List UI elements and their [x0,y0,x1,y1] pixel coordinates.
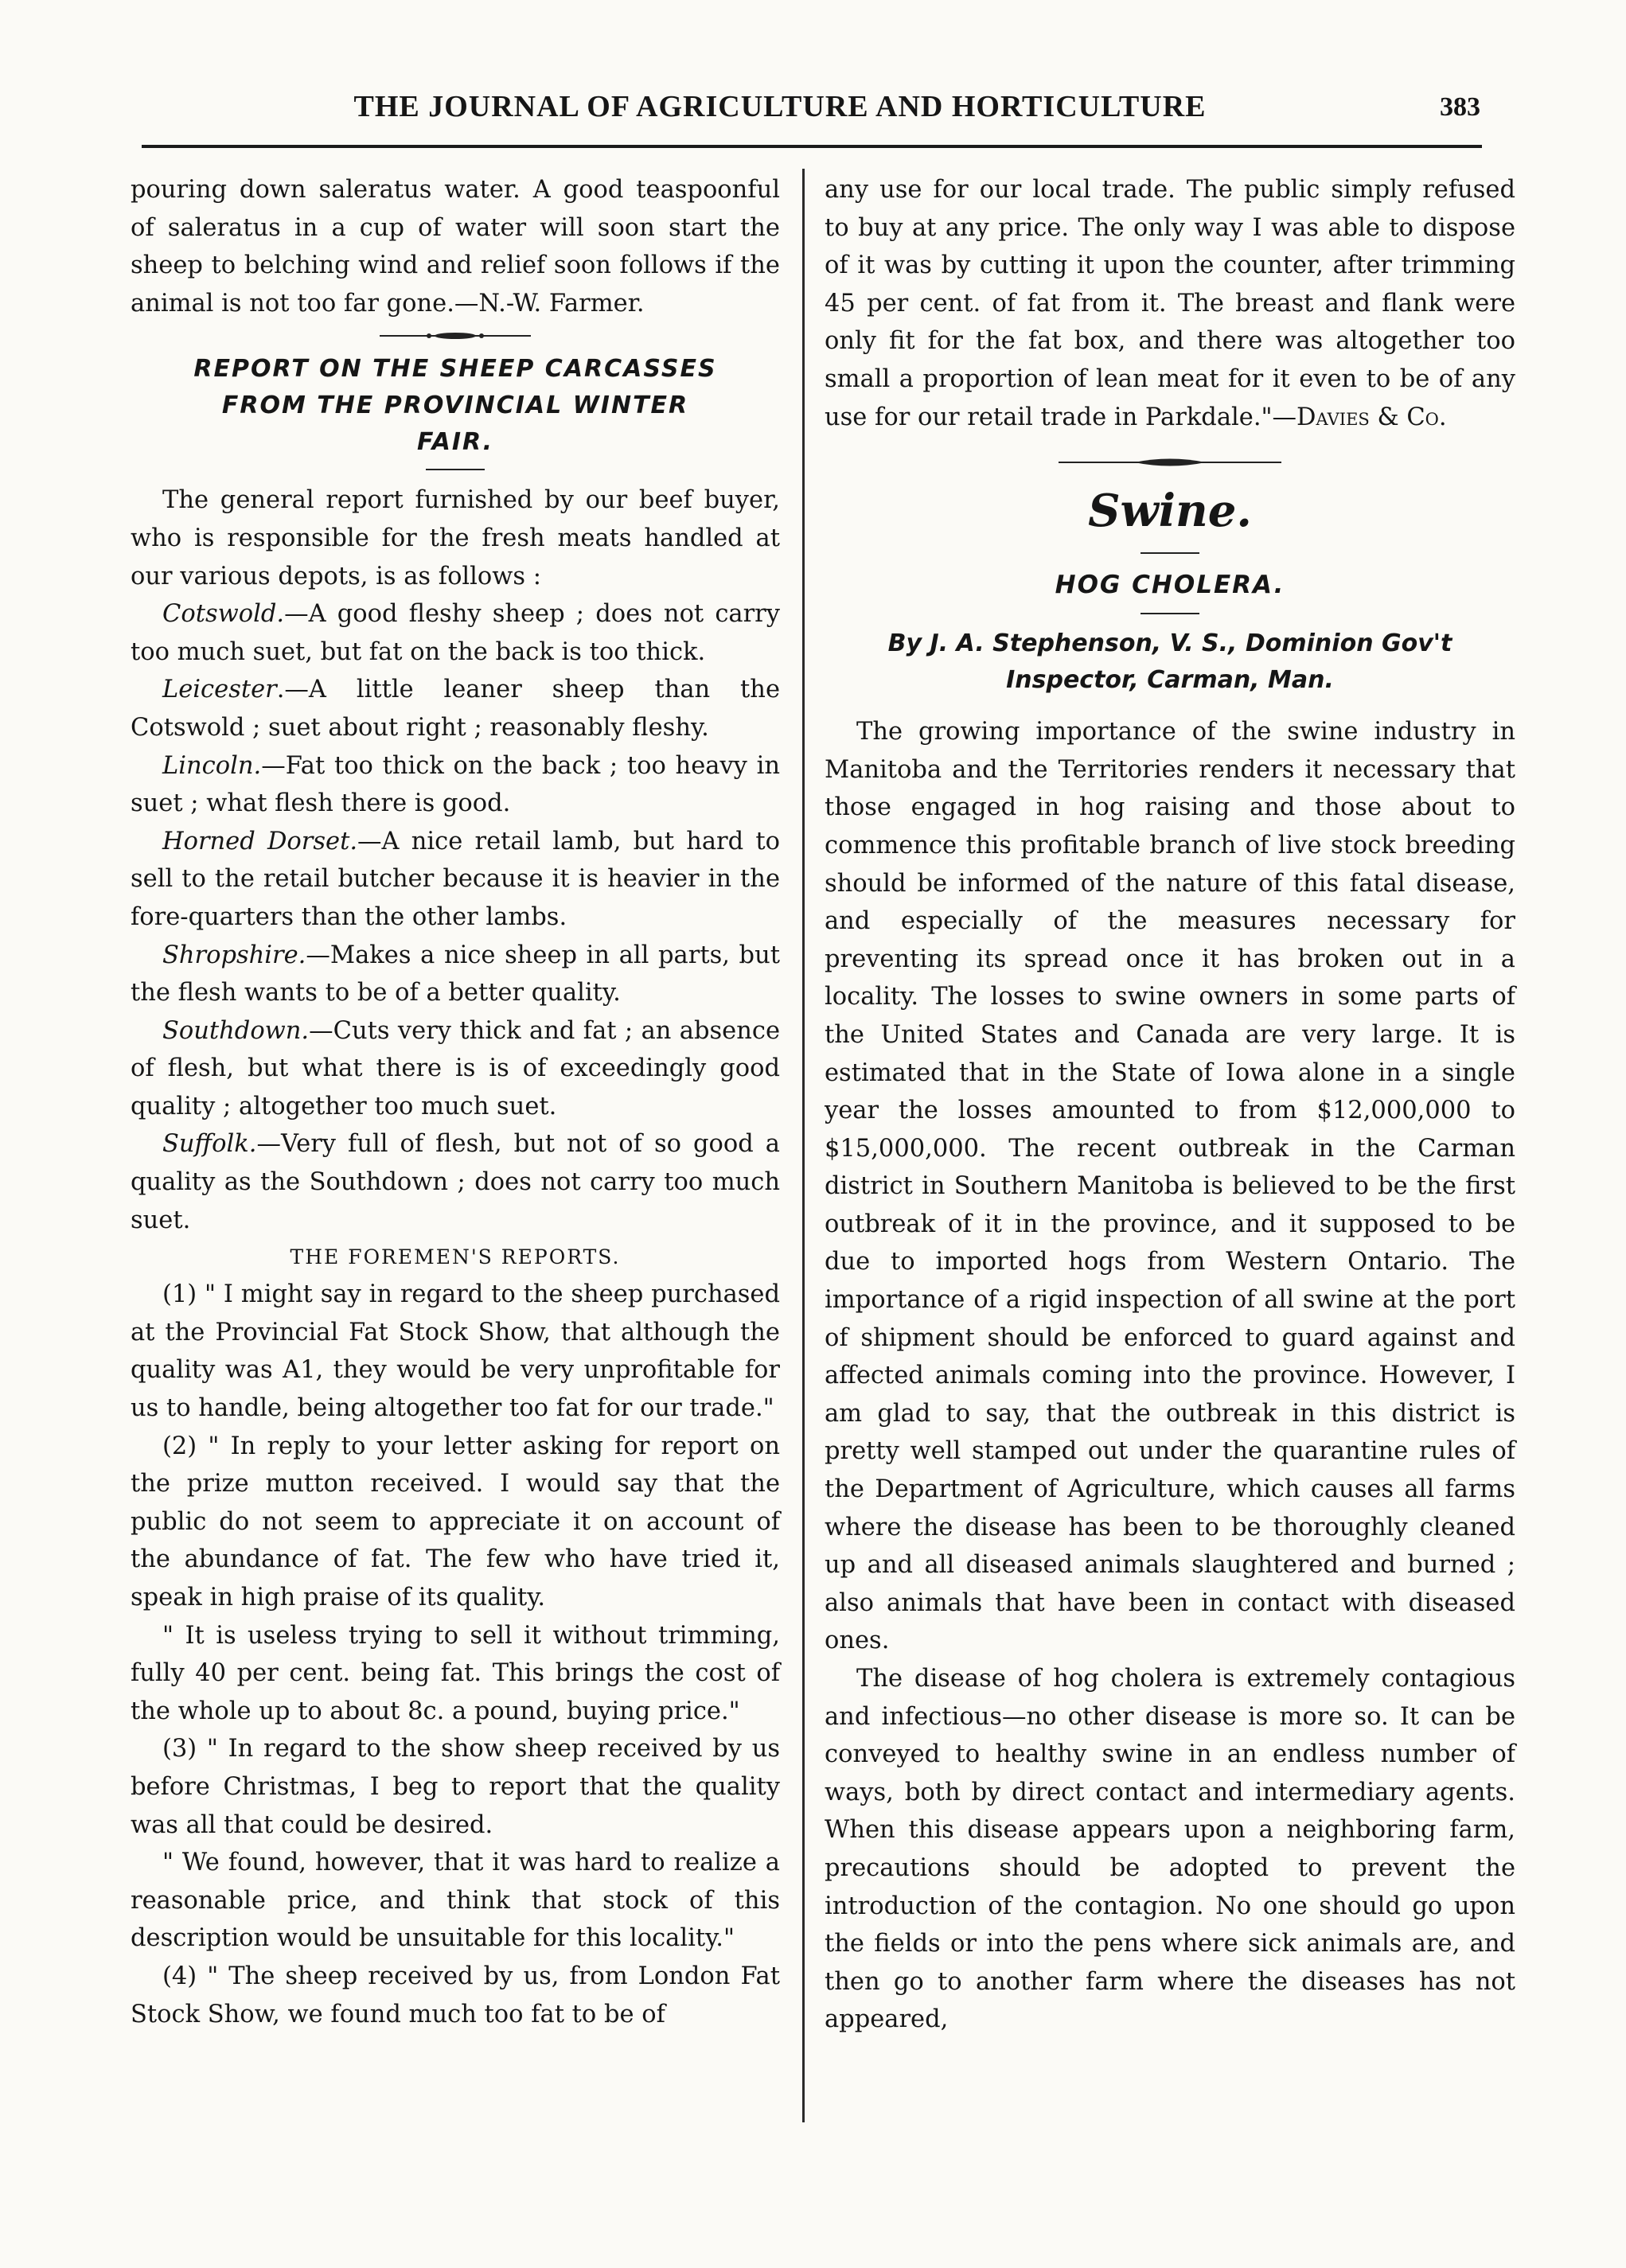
intro-paragraph: pouring down saleratus water. A good teaspoonful of saleratus in a cup of water will soon start the sheep to belching wind and relief soon follows if the animal is not too far gone.—N.-W. Farmer. [131,176,780,318]
ornament-divider [1059,457,1281,468]
byline-line: Inspector, Carman, Man. [1006,666,1334,695]
foremen-reports-heading: THE FOREMEN'S REPORTS. [290,1245,621,1269]
report-3-continued: " We found, however, that it was hard to realize a reasonable price, and think that stock of this description would be unsuitable for this locality." [131,1849,780,1953]
breed-name: Leicester [162,676,277,704]
title-rule [426,469,485,470]
report-4-continued [825,171,1515,436]
header-rule [142,145,1482,148]
sheep-report-title [131,351,780,461]
breed-text: —Very full of flesh, but not of so good a quality as the Southdown ; does not carry too much suet. [131,1130,780,1234]
hog-cholera-title: HOG CHOLERA. [1055,571,1285,600]
hog-cholera-paragraph-2: The disease of hog cholera is extremely contagious and infectious—no other disease is more so. It can be conveyed to healthy swine in an endless number of ways, both by direct contact and intermediary agents. When this disease appears upon a neighboring farm, precautions should be adopted to prevent the introduction of the contagion. No one should go upon the fields or into the pens where sick animals are, and then go to another farm where the diseases has not appeared, [825,1665,1515,2034]
breed-name: Cotswold. [162,600,285,629]
breed-name: Lincoln. [162,751,262,780]
breed-text: —A nice retail lamb, but hard to sell to the retail butcher because it is heavier in the fore-quarters than the other lambs. [131,827,780,931]
report-signature: Davies & Co. [1297,403,1447,431]
page-header [0,0,1626,163]
breed-text: —A good fleshy sheep ; does not carry too much suet, but fat on the back is too thick. [131,600,780,666]
ornament-divider [380,330,531,341]
title-rule [1141,613,1199,614]
section-title-swine: Swine. [1088,485,1252,538]
breed-name: Horned Dorset. [162,827,358,855]
breed-entry [131,937,780,1012]
report-2-continued: " It is useless trying to sell it without trimming, fully 40 per cent. being fat. This brings the cost of the whole up to about 8c. a pound, buying price." [131,1621,780,1725]
report-1: (1) " I might say in regard to the sheep purchased at the Provincial Fat Stock Show, that although the quality was A1, they would be very unprofitable for us to handle, being altogether too fat for our trade." [131,1280,780,1423]
breed-entry [131,1125,780,1239]
breed-entry [131,1012,780,1126]
byline-line: By J. A. Stephenson, V. S., Dominion Gov't [887,629,1452,658]
left-column [131,171,780,2033]
breed-name: Shropshire. [162,941,306,969]
breed-name: Suffolk. [162,1130,257,1159]
general-report-paragraph: The general report furnished by our beef buyer, who is responsible for the fresh meats handled at our various depots, is as follows : [131,486,780,590]
breed-entry [131,671,780,746]
hog-cholera-paragraph-1: The growing importance of the swine industry in Manitoba and the Territories renders it necessary that those engaged in hog raising and those about to commence this profitable branch of live stock breeding should be informed of the nature of this fatal disease, and especially of the measures necessary for preventing its spread once it has broken out in a locality. The losses to swine owners in some parts of the United States and Canada are very large. It is estimated that in the State of Iowa alone in a single year the losses amounted to from $12,000,000 to $15,000,000. The recent outbreak in the Carman district in Southern Manitoba is believed to be the first outbreak of it in the province, and it supposed to be due to imported hogs from Western Ontario. The importance of a rigid inspection of all swine at the port of shipment should be enforced to guard against and affected animals coming into the province. However, I am glad to say, that the outbreak in this district is pretty well stamped out under the quarantine rules of the Department of Agriculture, which causes all farms where the disease has been to be thoroughly cleaned up and all diseased animals slaughtered and burned ; also animals that have been in contact with diseased ones. [825,718,1515,1655]
title-line: FAIR. [416,428,494,457]
journal-title: THE JOURNAL OF AGRICULTURE AND HORTICULTURE [353,90,1207,123]
report-2: (2) " In reply to your letter asking for report on the prize mutton received. I would say that the public do not seem to appreciate it on account of the abundance of fat. The few who have tried it, speak in high praise of its quality. [131,1432,780,1611]
breed-name: Southdown. [162,1016,310,1045]
page-number: 383 [1440,92,1480,122]
breed-text: —Fat too thick on the back ; too heavy in suet ; what flesh there is good. [131,751,780,818]
right-column [825,171,1515,2039]
byline [825,625,1515,699]
breed-text: —Makes a nice sheep in all parts, but the flesh wants to be of a better quality. [131,941,780,1007]
breed-text: —Cuts very thick and fat ; an absence of flesh, but what there is is of exceedingly good quality ; altogether too much suet. [131,1016,780,1120]
column-divider [802,169,805,2122]
title-line: FROM THE PROVINCIAL WINTER [221,392,689,420]
report-4: (4) " The sheep received by us, from London Fat Stock Show, we found much too fat to be of [131,1962,780,2028]
breed-entry [131,595,780,671]
title-line: REPORT ON THE SHEEP CARCASSES [193,355,717,384]
breed-entry [131,747,780,823]
breed-entry [131,823,780,937]
section-rule [1141,552,1199,554]
breed-text: .—A little leaner sheep than the Cotswold ; suet about right ; reasonably fleshy. [131,676,780,742]
report-4-text: any use for our local trade. The public simply refused to buy at any price. The only way I was able to dispose of it was by cutting it upon the counter, after trimming 45 per cent. of fat from it. The breast and flank were only fit for the fat box, and there was altogether too small a proportion of lean meat for it even to be of any use for our retail trade in Parkdale."— [825,176,1515,431]
report-3: (3) " In regard to the show sheep received by us before Christmas, I beg to report that the quality was all that could be desired. [131,1735,780,1839]
